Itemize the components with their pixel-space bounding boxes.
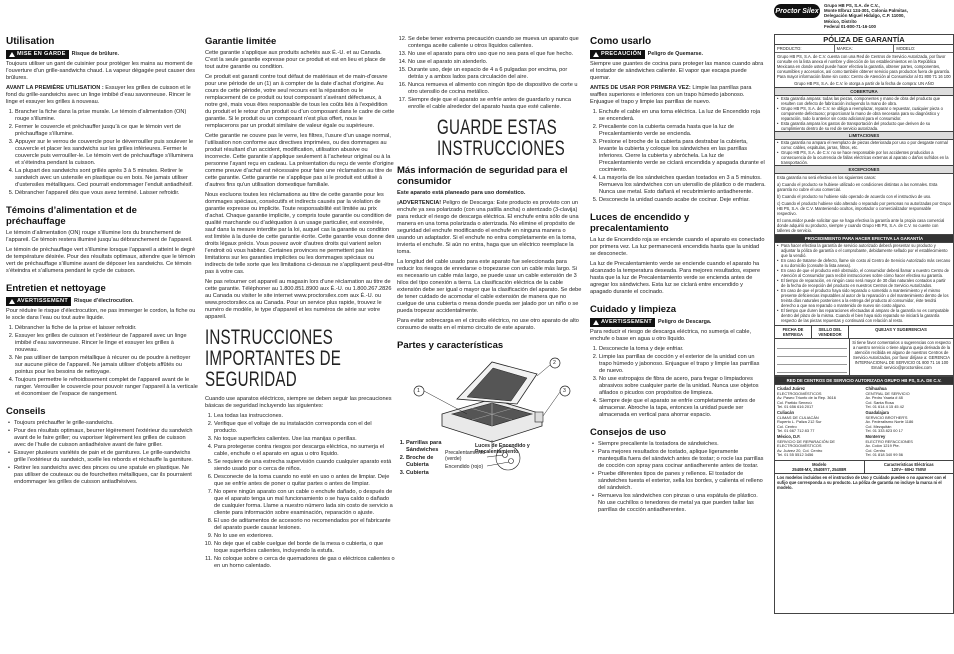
safety-item: 2. Verifique que el voltaje de su instalación corresponda con el del producto. xyxy=(214,421,395,435)
service-center: Guadalajara SERVICIO BROTHER'S Av. Federalismo Norte 1186 Col. Mezquitán Tel. 01 333 823 00 17 xyxy=(865,409,914,434)
safety-big-title: INSTRUCCIONES IMPORTANTES DE SEGURIDAD xyxy=(205,326,342,391)
tips-title-es: Consejos de uso xyxy=(590,427,667,438)
product-field: PRODUCTO: xyxy=(775,45,835,52)
clean-title: Entretien et nettoyage xyxy=(6,283,106,294)
more-safety-bold: Este aparato está planeado para uso doméstico. xyxy=(397,190,526,196)
usage-intro: Toujours utiliser un gant de cuisinier pour protéger les mains au moment de l’ouverture d’un grille-sandwichs chaud. La vapeur dégagée peut causer des brûlures. xyxy=(6,61,196,81)
safety-item: 9. No lo use en exteriores. xyxy=(214,533,395,540)
service-center: Chihuahua CENTRAL DE SERVICIO Av. Pedro Yaaria # 48 Col. Santa Rosa Tel. 01 614 4 15 45 42 xyxy=(865,386,910,410)
lights-p2: Le témoin de préchauffage vert s’illumine lorsque l’appareil a atteint le degré de température désirée. Pour des résultats optimaux, attendre que le témoin vert de préchauffage s’illumine avant de déposer les sandwichs. Ce témoin s’éteindra et s’allumera pendant le cycle de cuisson. xyxy=(6,247,196,274)
tips-es-list xyxy=(590,441,766,514)
electrical-label: Características Eléctricas 120V~ 60Hz 750W xyxy=(883,461,934,472)
tip-es-item: • Pruebe diferentes tipos de panes y rellenos. El tostador de sándwiches tuesta el exterior, sella los bordes, y calienta el relleno del sándwich. xyxy=(598,471,766,492)
clean-step: 2. Essuyer les grilles de cuisson et l’extérieur de l’appareil avec un linge imbibé d’eau savonneuse. Rincer le linge et essuyer les grilles à nouveau. xyxy=(15,333,198,354)
models-row xyxy=(775,460,953,473)
safety-item: 15. Durante uso, deje un espacio de 4 a 6 pulgadas por encima, por detrás y a ambos lados para circulación del aire. xyxy=(408,67,584,81)
policy-footer: Los modelos incluidos en el instructivo de Uso y Cuidado pueden o no aparecer con el sufijo que corresponda a su producto. La póliza de garantía no incluye la marca ni el modelo. xyxy=(775,473,953,491)
tip-item: • Pour des résultats optimaux, beurrer légèrement l’extérieur du sandwich avant de le faire griller; ou vaporiser légèrement les grilles de cuisson avec de l’huile de cuisson antiadhésive avant de faire griller. xyxy=(14,428,198,449)
part-item: 3. Cubierta xyxy=(406,470,450,477)
brand-field: MARCA: xyxy=(835,45,895,52)
safety-item: 8. El uso de aditamentos de accesorio no recomendados por el fabricante del aparato puede causar lesiones. xyxy=(214,518,395,532)
safety-item: 3. No toque superficies calientes. Use las manijas o perillas. xyxy=(214,436,395,443)
use-intro: Siempre use guantes de cocina para proteger las manos cuando abra el tostador de sándwiches caliente. El vapor que escapa puede quemar. xyxy=(590,61,764,81)
caution-text: Peligro de Quemarse. xyxy=(647,51,704,57)
usage-title: Utilisation xyxy=(6,36,55,47)
usage-first-use: AVANT LA PREMIÈRE UTILISATION : Essuyer les grilles de cuisson et le fond du grille-sandwichs avec un linge imbibé d’eau savonneuse. Rincer le linge et essuyer les grilles à nouveau. xyxy=(6,85,191,105)
company-address: Grupo HB PS, S.A. de C.V., Monte Elbruz 124-301, Colonia Palmitas, Delegación Miguel Hidalgo, C.P. 11000, México, Distrito Federal 01-800-71-16-100 xyxy=(824,3,908,29)
service-center: Culiacán CLIMAS DE CULIACÁN Ruperto L. Paliza 212 Sur Col. Centro Tel. 01 667 712 83 77 xyxy=(777,409,822,434)
warranty-p5: Ne pas retourner cet appareil au magasin lors d’une réclamation au titre de cette garantie. Téléphoner au 1.800.851.8900 aux É.-U. ou 1.800.267.2826 au Canada ou visiter le site internet www.proctorsilex.com aux É.-U. ou www.proctorsilex.ca au Canada. Pour un service plus rapide, trouvez le numéro de modèle, le type d’appareil et les numéros de série sur votre appareil. xyxy=(205,279,392,320)
clean-es-step: 1. Desconecte la toma y deje enfriar. xyxy=(599,346,766,353)
more-safety-p1: ¡ADVERTENCIA! Peligro de Descarga: Este producto es provisto con un enchufe ya sea polarizado (con una patilla ancha) o aterrizado (3-clavija) para reducir el riesgo de descarga eléctrica. El enchufe entra sólo de una manera en una toma polarizada o aterrizada. No elimine el propósito de seguridad del enchufe modificando el enchufe en ninguna manera o usando un adaptador. Si el enchufe no entra completamente en la toma, invierta el enchufe. Si aún no entra, haga que un eléctrico reemplace la toma. xyxy=(397,200,579,255)
usage-step: 1. Brancher la fiche dans la prise murale. Le témoin d’alimentation (ON) rouge s’illumine. xyxy=(15,109,198,123)
exception-item: c) Cuando el producto hubiese sido alterado o reparado por personas no autorizadas por Grupo HB PS, S.A. de C.V. Manteniendo ocultos, importador o comercializador responsable respectivo. xyxy=(777,201,951,216)
service-network-heading: RED DE CENTROS DE SERVICIO AUTORIZADA GRUPO HB PS, S.A. DE C.V. xyxy=(775,376,953,385)
lights-title: Témoins d’alimentation et de préchauffage xyxy=(6,205,137,227)
tip-es-item: • Para mejores resultados de tostado, aplique ligeramente mantequilla fuera del sándwich antes de tostar; o rocíe las parrillas de cocción con spray para cocinar antiadherente antes de tostar. xyxy=(598,449,766,470)
tip-es-item: • Remueva los sándwiches con pinzas o una espátula de plástico. No use cuchillos o tenedores de metal ya que pueden tallar las parrillas de cocción antiadherentes. xyxy=(598,493,766,514)
column-french-usage xyxy=(6,36,198,654)
lights-p1: Le témoin d’alimentation (ON) rouge s’illumine lors du branchement de l’appareil. Ce témoin restera illuminé jusqu’au débranchement de l’appareil. xyxy=(6,230,193,243)
tip-item: • Toujours préchauffer le grille-sandwichs. xyxy=(14,420,198,427)
warranty-title: Garantie limitée xyxy=(205,36,277,47)
policy-header-row xyxy=(775,45,953,53)
warning-text: Peligro de Descarga. xyxy=(658,319,712,325)
safety-item: 17. Siempre deje que el aparato se enfríe antes de guardarlo y nunca enrolle el cable alrededor del aparato hasta que esté caliente. xyxy=(408,97,584,111)
coverage-item: • Esta garantía ampara los gastos de transportación del producto que deriven de su cumplimiento dentro de su red de servicio autorizada. xyxy=(775,121,953,131)
limitations-heading: LIMITACIONES xyxy=(775,131,953,140)
usage-step: 4. La plupart des sandwichs sont grillés après 3 à 5 minutes. Retirer le sandwich avec un ustensile en plastique ou en bois. Ne jamais utiliser d’ustensiles métalliques. Ceci pourrait endommager l’enduit antiadhésif. xyxy=(15,168,198,189)
warning-triangle-icon xyxy=(593,52,599,57)
parts-figure xyxy=(397,354,584,476)
use-step: 4. La mayoría de los sándwiches quedan tostados en 3 a 5 minutos. Remueva los sándwiches con un utensilio de plástico o de madera. Nunca use metal. Esto dañará el recubrimiento antiadherente. xyxy=(599,175,766,196)
coverage-heading: COBERTURA xyxy=(775,87,953,96)
use-step: 1. Enchufe el cable en una toma eléctrica. La luz de Encendido roja se encenderá. xyxy=(599,109,766,123)
delivery-date-header: FECHA DE ENTREGA xyxy=(775,326,812,338)
usage-step: 3. Appuyer sur le verrou de couvercle pour le déverrouiller puis soulever le couvercle et placer les sandwichs sur les grilles inférieures. Fermer le couvercle puis verrouiller-le. Le témoin vert de préchauffage s’illuminera et s’éteindra pendant la cuisson. xyxy=(15,139,198,167)
warranty-p1: Cette garantie s’applique aux produits achetés aux É.-U. et au Canada. C’est la seule garantie expresse pour ce produit et est en lieu et place de tout autre garantie ou condition. xyxy=(205,50,386,70)
coverage-item: • Esta garantía ampara: todas las piezas, componentes y mano de obra del producto que resulten con defecto de fabricación incluyendo la mano de obra. xyxy=(775,96,953,106)
policy-title: PÓLIZA DE GARANTÍA xyxy=(775,35,953,45)
lights-es-p2: La luz de Precalentamiento verde se enciende cuando el aparato ha alcanzado la temperatura deseada. Para mejores resultados, espere hasta que la luz de Precalentamiento verde se encienda antes de agregar los sándwiches. Esta luz se ciclará entre encendido y apagado durante el cocinado. xyxy=(590,261,761,295)
tip-item: • Retirer les sandwichs avec des pinces ou une spatule en plastique. Ne pas utiliser de couteaux ou de fourchettes métalliques, car ils pourraient endommager les grilles de cuisson antiadhésives. xyxy=(14,465,198,486)
exception-item: El consumidor puede solicitar que se haga efectiva la garantía ante la propia casa comercial donde adquirió su producto, siempre y cuando Grupo HB PS, S.A. de C.V. no cuente con talleres de servicio. xyxy=(777,218,945,233)
procedure-item: • En caso de tratarse de defecto, llame sin costo al Centro de Servicio Autorizado más cercano a su domicilio (consulte la lista anexa). xyxy=(775,258,953,268)
seller-stamp-header: SELLO DEL VENDEDOR xyxy=(812,326,849,338)
lights-es-p1: La luz de Encendido roja se enciende cuando el aparato es conectado por primera vez. La luz permanecerá encendida hasta que la unidad se desconecte. xyxy=(590,237,765,257)
more-safety-title: Más información de seguridad para el consumidor xyxy=(397,165,568,187)
stamp-lines xyxy=(775,339,850,375)
model-field: MODELO: xyxy=(896,46,916,51)
limitation-item: • Esta garantía no ampara el reemplazo de piezas deteriorada por uso o por desgaste normal como: cables, espátulas, jarras, filtros, etc. xyxy=(775,140,953,150)
tips-list xyxy=(6,420,198,486)
brand-logo: Proctor Silex xyxy=(774,4,820,18)
exception-item: a) Cuando el producto se hubiese utilizado en condiciones distintas a las normales. Esta garantía no cubre el uso comercial. xyxy=(777,182,938,192)
warning-text: Risque d’électrocution. xyxy=(74,298,134,304)
procedure-heading: PROCEDIMIENTO PARA HACER EFECTIVA LA GARANTÍA xyxy=(775,234,953,243)
clean-warning-es xyxy=(590,318,766,327)
clean-es-step: 4. Siempre deje que el aparato se enfríe completamente antes de almacenar. Abroche la tapa, entonces la unidad puede ser almacenada en vertical para ahorrar espacio. xyxy=(599,398,766,419)
coverage-item: • Grupo HB PS, S.A. de C.V. se obliga a reemplazar, reparar o repuestar, cualquier pieza o componente defectuoso; proporcionar la mano de obra necesaria para su diagnóstico y reparación, todo lo anterior sin costo adicional para el consumidor. xyxy=(775,106,953,121)
tip-es-item: • Siempre precaliente la tostadora de sándwiches. xyxy=(598,441,766,448)
warranty-policy-box xyxy=(774,34,954,614)
complaints-text: Si tiene favor comentarios o sugerencias con respecto a nuestro servicio o tiene alguna queja derivada de la atención recibida en alguno de nuestros Centros de Servicio Autorizados, por favor diríjase a: GERENCIA INTERNACIONAL DE SERVICIO 01 800 71 16 100 Email: servicio@proctorsilex.com xyxy=(852,340,951,370)
exception-item: Esta garantía no será efectiva en los siguientes casos: xyxy=(777,175,876,180)
usage-step: 2. Fermer le couvercle et préchauffer jusqu’à ce que le témoin vert de préchauffage s’illumine. xyxy=(15,124,198,138)
safety-item: 10. No deje que el cable cuelgue del borde de la mesa o cubierta, o que toque superficies calientes, incluyendo la estufa. xyxy=(214,541,395,555)
clean-es-step: 3. No use estropajos de fibra de acero, para fregar o limpiadores abrasivos sobre cualquier parte de la unidad. Nunca use objetos afilados o picudos con propósitos de limpieza. xyxy=(599,376,766,397)
callout-red: Encendido (rojo) xyxy=(445,464,484,470)
procedure-item: • Para hacer efectiva la garantía de servicio autorizado deberá presentar su producto y adjuntar la póliza de garantía o el comprobante, debidamente sellado por el establecimiento que la vendió. xyxy=(775,243,953,258)
column-warranty-safety xyxy=(205,36,395,654)
policy-intro2: Grupo HB PS, S.A. de C.V. le otorga a partir de la fecha de compra: UN AÑO xyxy=(794,81,934,86)
safety-item: 5. Se requiere de una estrecha supervisión cuando cualquier aparato está siendo usado por o cerca de niños. xyxy=(214,459,395,473)
clean-step: 1. Débrancher la fiche de la prise et laisser refroidir. xyxy=(15,325,198,332)
complaints-header: QUEJAS Y SUGERENCIAS xyxy=(875,327,927,332)
part-item: 1. Parrillas para Sándwiches xyxy=(406,440,450,454)
safety-list xyxy=(205,413,395,570)
clean-es-step: 2. Limpie las parrillas de cocción y el exterior de la unidad con un trapo húmedo y jabonoso. Enjuague el trapo y limpie las parrillas de nuevo. xyxy=(599,354,766,375)
safety-item: 1. Lea todas las instrucciones. xyxy=(214,413,395,420)
usage-warning xyxy=(6,50,198,59)
clean-warning xyxy=(6,297,198,306)
safety-item: 14. No use el aparato sin atenderlo. xyxy=(408,59,584,66)
exceptions-heading: EXCEPCIONES xyxy=(775,165,953,174)
stamp-table-body xyxy=(775,339,953,376)
warning-badge: AVERTISSEMENT xyxy=(590,318,655,327)
use-warning xyxy=(590,50,766,59)
column-safety-parts xyxy=(397,36,584,654)
warning-triangle-icon xyxy=(593,320,599,325)
safety-item: 6. Desconecte de la toma cuando no esté en uso o antes de limpiar. Deje que se enfríe antes de poner o quitar partes o antes de limpiar. xyxy=(214,474,395,488)
warning-triangle-icon xyxy=(9,52,15,57)
clean-intro: Pour réduire le risque d’électrocution, ne pas immerger le cordon, la fiche ou le socle dans l’eau ou tout autre liquide. xyxy=(6,308,196,321)
callout-number-2: 2 xyxy=(553,360,556,366)
parts-list xyxy=(397,440,450,478)
parts-title: Partes y características xyxy=(397,340,504,351)
clean-step: 3. Ne pas utiliser de tampon métallique à récurer ou de poudre à nettoyer sur aucune pièce de l’appareil. Ne jamais utiliser d’objets affûtés ou pointus pour les besoins de nettoyage. xyxy=(15,355,198,376)
warning-triangle-icon xyxy=(9,299,15,304)
safety-item: 13. No use el aparato para otro uso que no sea para el que fue hecho. xyxy=(408,51,584,58)
caution-badge: PRECAUCIÓN xyxy=(590,50,645,59)
callout-lights: Luces de Encendido y Precalentamiento xyxy=(475,443,530,455)
warranty-p3: Cette garantie ne couvre pas le verre, les filtres, l’usure d’un usage normal, l’utilisation non conforme aux directives imprimées, ou des dommages au produit résultant d’un accident, modification, utilisation abusive ou incorrecte. Cette garantie s’applique seulement à l’acheteur original ou à la personne l’ayant reçu en cadeau. La présentation du reçu de vente d’origine comme preuve d’achat est nécessaire pour faire une réclamation au titre de cette garantie. Cette garantie ne s’applique pas si le produit est utilisé à d’autres fins qu’un utilisation domestique familiale. xyxy=(205,133,394,188)
column-spanish-usage xyxy=(590,36,766,654)
stamp-table-header xyxy=(775,325,953,339)
procedure-item: • En caso de que el producto haya sido reparado o sometido a mantenimiento y el mismo presente deficiencias imputables al autor de la reparación o del mantenimiento dentro de los treinta días naturales posteriores a la entrega del producto al consumidor, éste tendrá derecho a que sea reparado o mantenido de nuevo sin costo alguno. xyxy=(775,288,953,308)
safety-item: 7. No opere ningún aparato con un cable o enchufe dañado, o después de que el aparato tenga un mal funcionamiento o se haya caído o dañado de cualquier forma. Llame a nuestro número lada sin costo de servicio a cliente para información sobre examinación, reparación o ajuste. xyxy=(214,489,395,517)
clean-es-intro: Para reducir el riesgo de descarga eléctrica, no sumerja el cable, enchufe o base en agua u otro líquido. xyxy=(590,329,752,342)
procedure-item: • El tiempo que duren las reparaciones efectuadas al amparo de la garantía no es computable dentro del plazo de la misma. Cuando el bien haya sido reparado se iniciará la garantía respecto de las piezas repuestas y continuará con relación al resto. xyxy=(775,308,953,323)
warning-badge: AVERTISSEMENT xyxy=(6,297,71,306)
use-step: 5. Desconecte la unidad cuando acabe de cocinar. Deje enfriar. xyxy=(599,197,766,204)
tip-item: • Essuyer plusieurs variétés de pain et de garnitures. Le grille-sandwichs grille l’extérieur du sandwich, scelle les rebords et réchauffe la garniture. xyxy=(14,450,198,464)
clean-steps xyxy=(6,325,198,398)
safety-item: 4. Para protegerse contra riesgos por descarga eléctrica, no sumerja el cable, enchufe o el aparato en agua u otro líquido. xyxy=(214,444,395,458)
service-center: México, D.F. SERVICIO DE REPARACIÓN DE ELECTRODOMÉSTICOS Av. Juárez 20, Col. Centro Tel. 01 55 5512 3456 xyxy=(777,433,836,458)
service-center: Ciudad Juárez ELECTRODOMÉSTICOS Av. Paseo Triunfo de la Rep. 3616 Col. Partido Senecú Tel. 01 656 616 2017 xyxy=(777,386,836,410)
use-steps xyxy=(590,109,766,204)
policy-intro: Grupo HB PS, S.A. de C.V. cuenta con una Red de Centros de Servicio Autorizada, por favor consulte en la lista anexa el nombre y dirección de los establecimientos en la República Mexicana en donde usted puede hacer efectiva la garantía, obtener partes, componentes, consumibles y accesorios, así como también obtener servicio para productos fuera de garantía. Para mayor información llame sin costo: Centro de Atención al Consumidor al 01 800 71 16 100 xyxy=(777,54,951,79)
warranty-p4: Nous excluons toutes les réclamations au titre de cette garantie pour les dommages spéciaux, consécutifs et indirects causés par la violation de garantie expresse ou implicite. Toute responsabilité est limitée au prix d’achat. Chaque garantie implicite, y compris toute garantie ou condition de qualité marchande ou d’adéquation à un usage particulier, est exonérée, sauf dans la mesure interdite par la loi, auquel cas la garantie ou condition est limitée à la durée de cette garantie écrite. Cette garantie vous donne des droits légaux précis. Vous pouvez avoir d’autres droits qui varient selon l’endroit où vous habitez. Certaines provinces ne permettent pas les limitations sur les garanties implicites ou les dommages spéciaux ou indirects de telle sorte que les limitations ci-dessus ne s’appliquent peut-être pas à votre cas. xyxy=(205,192,395,275)
warning-text: Risque de brûlure. xyxy=(71,51,119,57)
guard-title: GUARDE ESTAS INSTRUCCIONES xyxy=(437,116,565,160)
safety-item: 11. No coloque sobre o cerca de quemadores de gas o eléctricos calientes o en un horno calentado. xyxy=(214,556,395,570)
callout-green: Precalentamiento (verde) xyxy=(445,450,486,462)
more-safety-p2: La longitud del cable usado para este aparato fue seleccionada para reducir los riesgos de enredarse o tropezarse con un cable más largo. Si es necesario un cable más largo, se puede usar un cable extensión de 3 hilos del tipo conexión a tierra. La clasificación eléctrica de la cable extensión debe ser igual o mayor que la clasificación del aparato. Se debe de tener cuidado de acomodar el cable extensión de manera que no cuelgue de una cubierta o mesa donde pueda ser jalado por un niño o se pueda tropezar accidentalmente. xyxy=(397,259,582,314)
service-center: Monterrey ELECTRO REFACCIONES Av. Colón 1219 Pte. Col. Centro Tel. 01 818 340 99 56 xyxy=(865,433,913,458)
model-label: Modelo 25408-MX, 25408Y7, 25408R xyxy=(775,461,865,473)
part-item: 2. Broche de Cubierta xyxy=(406,455,450,469)
safety-intro: Cuando use aparatos eléctricos, siempre se deben seguir las precauciones básicas de seguridad incluyendo las siguientes: xyxy=(205,396,392,409)
clean-title-es: Cuidado y limpieza xyxy=(590,304,677,315)
more-safety-p3: Para evitar sobrecarga en el circuito eléctrico, no use otro aparato de alto consumo de watts en el mismo circuito de este aparato. xyxy=(397,318,579,331)
use-step: 3. Presione el broche de la cubierta para destrabar la cubierta, levante la cubierta y coloque los sándwiches en las parrillas inferiores. Cierre la cubierta y abróchela. La luz de Precalentamiento verde se ciclará encendida y apagada durante el cocimiento. xyxy=(599,139,766,174)
callout-number-3: 3 xyxy=(563,388,566,394)
callout-number-1: 1 xyxy=(417,388,420,394)
usage-step: 5. Débrancher l’appareil dès que vous avez terminé. Laisser refroidir. xyxy=(15,190,198,197)
use-step: 2. Precaliente con la cubierta cerrada hasta que la luz de Precalentamiento verde se encienda. xyxy=(599,124,766,138)
safety-item: 16. Nunca remueva el alimento con ningún tipo de dispositivo de corte u otro utensilio de cocina metálico. xyxy=(408,82,584,96)
safety-item: 12. Se debe tener extrema precaución cuando se mueva un aparato que contenga aceite caliente u otros líquidos calientes. xyxy=(408,36,584,50)
safety-list-continued xyxy=(397,36,584,111)
use-first: ANTES DE USAR POR PRIMERA VEZ: Limpie las parrillas para waffles superiores e inferiores con un trapo húmedo jabonoso. Enjuague el trapo y limpie las parrillas de nuevo. xyxy=(590,85,752,105)
warranty-p2: Ce produit est garanti contre tout défaut de matériaux et de main-d’œuvre pour une période de un (1) an à compter de la date d’achat d’origine. Au cours de cette période, votre seul recours est la réparation ou le remplacement de ce produit ou tout composant s’avérant défectueux, à notre gré, mais vous êtes responsable de tous les coûts liés à l’expédition du produit et le retour d’un produit ou d’un composant dans le cadre de cette garantie. Si le produit ou un composant n’est plus offert, nous le remplacerons par un produit similaire de valeur égale ou supérieure. xyxy=(205,74,395,129)
use-title: Como usarlo xyxy=(590,36,652,47)
procedure-item: • En caso de que el producto esté obstruido, el consumidor deberá llamar a nuestro Centro de Atención al Consumidor para recibir instrucciones sobre cómo hacer efectiva su garantía. xyxy=(775,268,953,278)
service-centers xyxy=(775,385,953,460)
exception-item: b) Cuando el producto no hubiese sido operado de acuerdo con el instructivo de uso. xyxy=(777,194,932,199)
clean-step: 4. Toujours permettre le refroidissement complet de l’appareil avant de le ranger. Verrouiller le couvercle pour pouvoir ranger l’appareil à la verticale et économiser de l’espace de rangement. xyxy=(15,377,198,398)
warning-badge: MISE EN GARDE xyxy=(6,50,69,59)
clean-es-steps xyxy=(590,346,766,419)
procedure-item: • El tiempo de reparación, en ningún caso será mayor de 30 días naturales contados a partir de la fecha de recepción del producto en nuestros Centros de Servicio Autorizados. xyxy=(775,278,953,288)
tips-title: Conseils xyxy=(6,406,46,417)
lights-title-es: Luces de encendido y precalentamiento xyxy=(590,212,690,234)
limitation-item: • Grupo HB PS, S.A. de C.V. no se hace responsable por los accidentes producidos a consecuencia de la ocurrencia de fallas eléctricas externas al aparato o daños sufridos en la transportación. xyxy=(775,150,953,165)
usage-steps xyxy=(6,109,198,197)
